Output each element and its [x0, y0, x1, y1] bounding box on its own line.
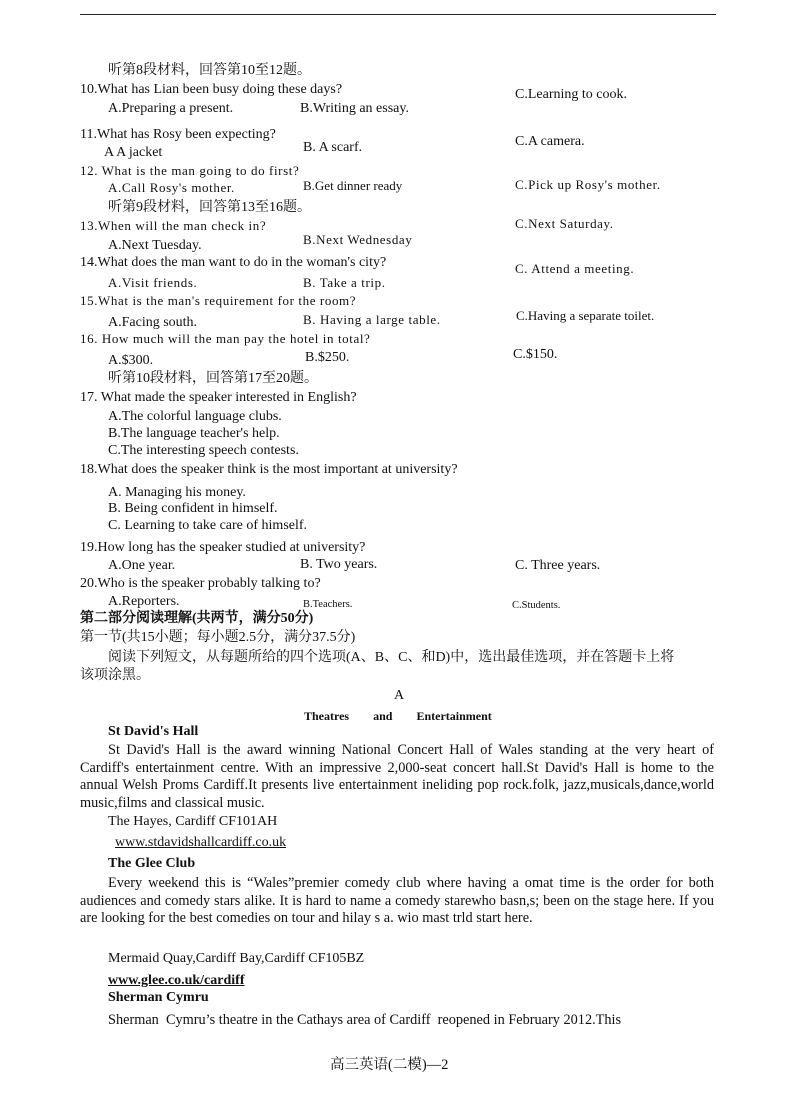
q10-option-c: C.Learning to cook.: [515, 87, 627, 102]
passage-letter: A: [394, 688, 405, 703]
question-10: 10.What has Lian been busy doing these days?: [80, 82, 343, 97]
q17-option-c: C.The interesting speech contests.: [108, 443, 299, 458]
q19-option-a: A.One year.: [108, 558, 176, 573]
venue2-name: The Glee Club: [108, 856, 196, 871]
question-16: 16. How much will the man pay the hotel in total?: [80, 331, 371, 346]
venue2-address: Mermaid Quay,Cardiff Bay,Cardiff CF105BZ: [108, 951, 365, 966]
venue1-name: St David's Hall: [108, 724, 199, 739]
q18-option-a: A. Managing his money.: [108, 485, 246, 500]
q14-option-a: A.Visit friends.: [108, 275, 198, 290]
q10-option-b: B.Writing an essay.: [300, 101, 409, 116]
q16-option-c: C.$150.: [513, 347, 558, 362]
q10-option-a: A.Preparing a present.: [108, 101, 234, 116]
question-13: 13.When will the man check in?: [80, 218, 267, 233]
question-20: 20.Who is the speaker probably talking to?: [80, 576, 321, 591]
venue3-name: Sherman Cymru: [108, 990, 209, 1005]
q13-option-b: B.Next Wednesday: [303, 232, 413, 247]
q20-option-a: A.Reporters.: [108, 594, 180, 609]
q14-option-b: B. Take a trip.: [303, 275, 386, 290]
venue2-website-link[interactable]: www.glee.co.uk/cardiff: [108, 973, 245, 988]
reading-part-title: 第二部分阅读理解(共两节，满分50分): [80, 611, 314, 626]
q15-option-c: C.Having a separate toilet.: [516, 308, 655, 323]
q16-option-a: A.$300.: [108, 353, 154, 368]
q18-option-b: B. Being confident in himself.: [108, 501, 278, 516]
q17-option-a: A.The colorful language clubs.: [108, 409, 282, 424]
venue3-description: Sherman Cymru’s theatre in the Cathays area of Cardiff reopened in February 2012.This: [108, 1012, 622, 1028]
q15-option-a: A.Facing south.: [108, 315, 198, 330]
top-rule: [80, 14, 716, 15]
q13-option-a: A.Next Tuesday.: [108, 238, 202, 253]
q11-option-b: B. A scarf.: [303, 140, 363, 155]
question-15: 15.What is the man's requirement for the room?: [80, 293, 357, 308]
reading-instruction-line2: 该项涂黑。: [80, 668, 150, 683]
question-18: 18.What does the speaker think is the most important at university?: [80, 462, 458, 477]
question-19: 19.How long has the speaker studied at university?: [80, 540, 366, 555]
question-17: 17. What made the speaker interested in English?: [80, 390, 357, 405]
page-footer: 高三英语(二模)—2: [330, 1057, 449, 1073]
section-10-instruction: 听第10段材料，回答第17至20题。: [108, 371, 318, 386]
question-12: 12. What is the man going to do first?: [80, 163, 300, 178]
q20-option-c: C.Students.: [512, 600, 561, 611]
q16-option-b: B.$250.: [305, 350, 350, 365]
venue1-description: St David's Hall is the award winning National Concert Hall of Wales standing at the very heart of Cardiff's entertainment centre. With an impressive 2,000-seat concert hall.St David's Hall is home to the annual Welsh Proms Cardiff.It presents live entertainment ineliding pop rock.folk, jazz,musicals,dance,world music,films and classical music.: [80, 742, 714, 811]
venue1-website-link[interactable]: www.stdavidshallcardiff.co.uk: [115, 835, 287, 850]
q12-option-a: A.Call Rosy's mother.: [108, 180, 235, 195]
q15-option-b: B. Having a large table.: [303, 312, 441, 327]
section-8-instruction: 听第8段材料，回答第10至12题。: [108, 63, 311, 78]
q20-option-b: B.Teachers.: [303, 599, 353, 610]
q18-option-c: C. Learning to take care of himself.: [108, 518, 308, 533]
venue2-description: Every weekend this is “Wales”premier comedy club where having a omat time is the order for both audiences and comedy stars alike. It is hard to name a comedy starewho basn,s; been on the stage here. If you are looking for the best comedies on tour and hilay s a. wio mast trld start here.: [80, 875, 714, 926]
section-9-instruction: 听第9段材料，回答第13至16题。: [108, 200, 311, 215]
question-14: 14.What does the man want to do in the woman's city?: [80, 255, 387, 270]
passage-title: Theatres and Entertainment: [304, 709, 492, 723]
reading-instruction-line1: 阅读下列短文，从每题所给的四个选项(A、B、C、和D)中，选出最佳选项，并在答题卡上将: [108, 650, 675, 665]
venue1-address: The Hayes, Cardiff CF101AH: [108, 814, 278, 829]
q13-option-c: C.Next Saturday.: [515, 216, 614, 231]
q19-option-c: C. Three years.: [515, 558, 601, 573]
q19-option-b: B. Two years.: [300, 557, 378, 572]
q11-option-a: A A jacket: [104, 145, 163, 160]
q12-option-c: C.Pick up Rosy's mother.: [515, 177, 661, 192]
question-11: 11.What has Rosy been expecting?: [80, 127, 276, 142]
q11-option-c: C.A camera.: [515, 134, 585, 149]
q17-option-b: B.The language teacher's help.: [108, 426, 280, 441]
q14-option-c: C. Attend a meeting.: [515, 261, 635, 276]
reading-section-title: 第一节(共15小题；每小题2.5分，满分37.5分): [80, 630, 356, 645]
q12-option-b: B.Get dinner ready: [303, 178, 403, 193]
